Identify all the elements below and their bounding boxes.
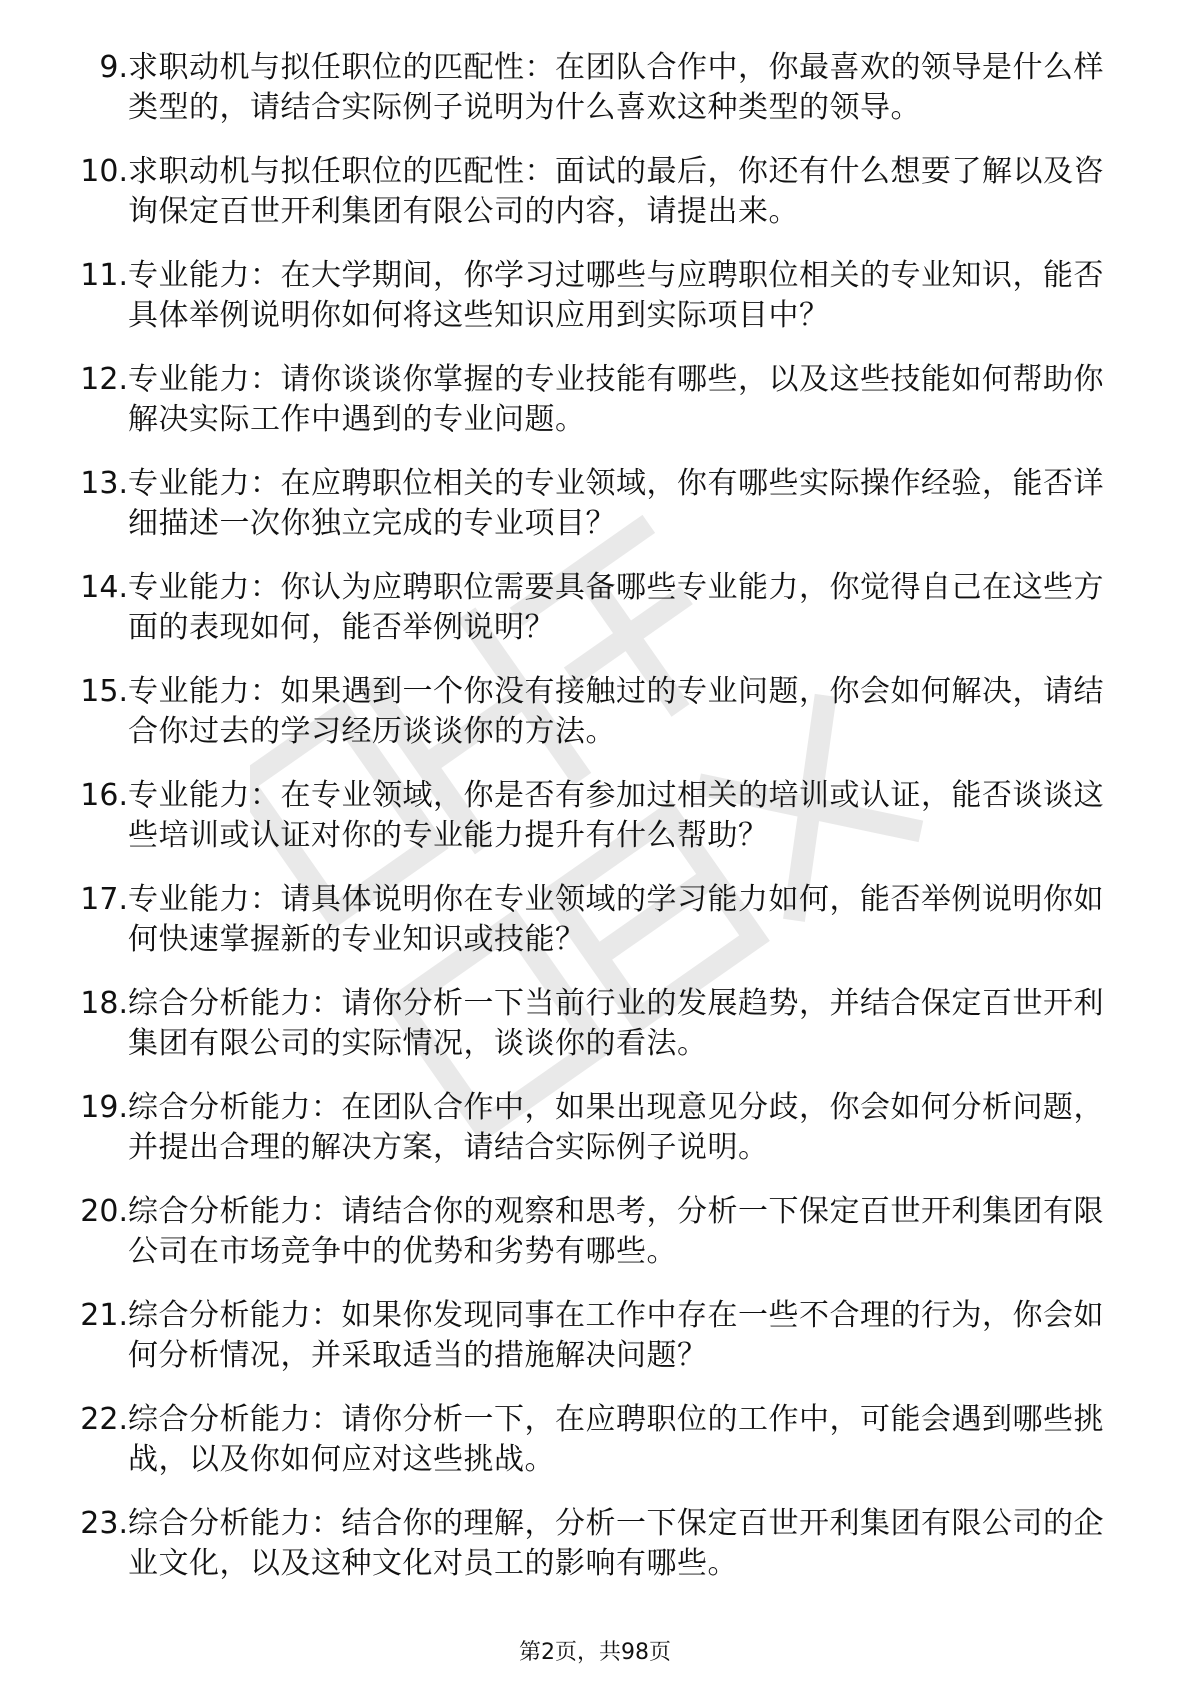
question-item (0, 256, 1190, 336)
question-number: 20. (80, 1194, 128, 1229)
question-number: 22. (80, 1402, 128, 1437)
question-number: 17. (80, 882, 128, 917)
question-text: 专业能力：在应聘职位相关的专业领域，你有哪些实际操作经验，能否详细描述一次你独立完成的专业项目？ (128, 466, 1104, 541)
question-text: 综合分析能力：在团队合作中，如果出现意见分歧，你会如何分析问题，并提出合理的解决方案，请结合实际例子说明。 (128, 1090, 1104, 1165)
question-text: 求职动机与拟任职位的匹配性：面试的最后，你还有什么想要了解以及咨询保定百世开利集团有限公司的内容，请提出来。 (128, 154, 1104, 229)
question-number: 15. (80, 674, 128, 709)
question-number: 21. (80, 1298, 128, 1333)
question-item (0, 360, 1190, 440)
question-text: 综合分析能力：请你分析一下，在应聘职位的工作中，可能会遇到哪些挑战，以及你如何应对这些挑战。 (128, 1402, 1104, 1477)
question-text: 专业能力：在专业领域，你是否有参加过相关的培训或认证，能否谈谈这些培训或认证对你的专业能力提升有什么帮助？ (128, 778, 1104, 853)
question-text: 综合分析能力：结合你的理解，分析一下保定百世开利集团有限公司的企业文化，以及这种文化对员工的影响有哪些。 (128, 1506, 1104, 1581)
question-item (0, 1400, 1190, 1480)
question-number: 19. (80, 1090, 128, 1125)
question-text: 专业能力：在大学期间，你学习过哪些与应聘职位相关的专业知识，能否具体举例说明你如何将这些知识应用到实际项目中？ (128, 258, 1104, 333)
question-item (0, 1192, 1190, 1272)
question-text: 专业能力：请具体说明你在专业领域的学习能力如何，能否举例说明你如何快速掌握新的专业知识或技能？ (128, 882, 1104, 957)
question-number: 23. (80, 1506, 128, 1541)
question-number: 16. (80, 778, 128, 813)
question-list (0, 48, 1190, 1608)
question-item (0, 776, 1190, 856)
question-item (0, 672, 1190, 752)
question-number: 14. (80, 570, 128, 605)
question-number: 10. (80, 154, 128, 189)
question-text: 专业能力：如果遇到一个你没有接触过的专业问题，你会如何解决，请结合你过去的学习经历谈谈你的方法。 (128, 674, 1104, 749)
question-item (0, 1504, 1190, 1584)
question-item (0, 984, 1190, 1064)
question-number: 12. (80, 362, 128, 397)
question-number: 11. (80, 258, 128, 293)
question-item (0, 1296, 1190, 1376)
question-item (0, 568, 1190, 648)
question-number: 13. (80, 466, 128, 501)
question-item (0, 152, 1190, 232)
question-text: 专业能力：你认为应聘职位需要具备哪些专业能力，你觉得自己在这些方面的表现如何，能否举例说明？ (128, 570, 1104, 645)
question-number: 18. (80, 986, 128, 1021)
question-item (0, 48, 1190, 128)
question-number: 9. (99, 50, 128, 85)
question-text: 求职动机与拟任职位的匹配性：在团队合作中，你最喜欢的领导是什么样类型的，请结合实际例子说明为什么喜欢这种类型的领导。 (128, 50, 1104, 125)
question-text: 综合分析能力：请你分析一下当前行业的发展趋势，并结合保定百世开利集团有限公司的实际情况，谈谈你的看法。 (128, 986, 1104, 1061)
page-footer: 第2页，共98页 (519, 1640, 671, 1665)
question-item (0, 464, 1190, 544)
question-text: 综合分析能力：请结合你的观察和思考，分析一下保定百世开利集团有限公司在市场竞争中的优势和劣势有哪些。 (128, 1194, 1104, 1269)
question-text: 专业能力：请你谈谈你掌握的专业技能有哪些，以及这些技能如何帮助你解决实际工作中遇到的专业问题。 (128, 362, 1104, 437)
question-item (0, 880, 1190, 960)
question-item (0, 1088, 1190, 1168)
question-text: 综合分析能力：如果你发现同事在工作中存在一些不合理的行为，你会如何分析情况，并采取适当的措施解决问题？ (128, 1298, 1104, 1373)
